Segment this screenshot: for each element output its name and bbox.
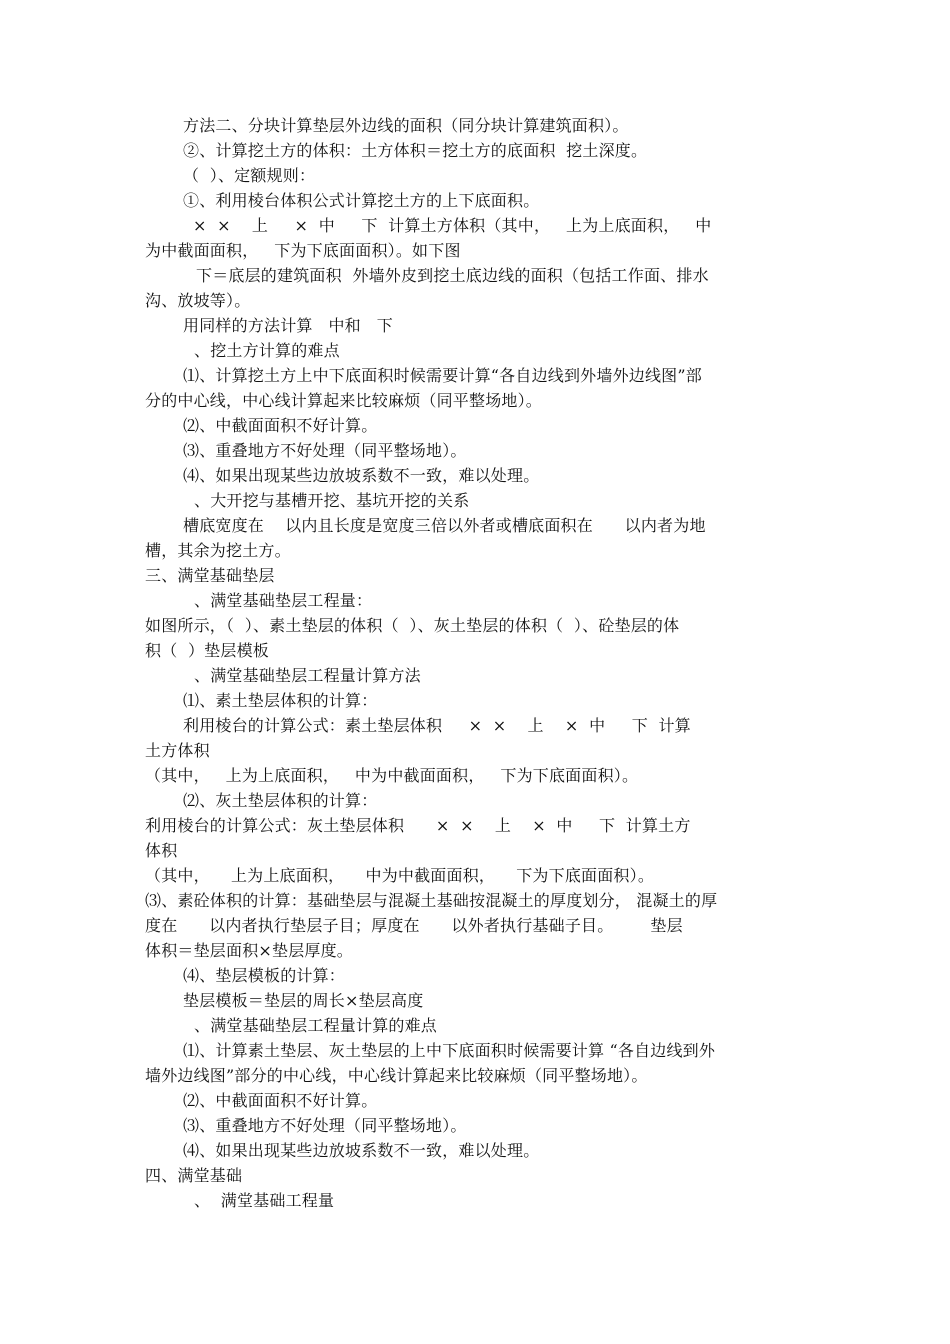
text-line: ⑵、灰土垫层体积的计算： [183, 791, 378, 810]
text-line: ⑴、素土垫层体积的计算： [183, 691, 378, 710]
section-heading: 、满堂基础垫层工程量计算的难点 [194, 1016, 438, 1035]
text-line: ⑴、计算素土垫层、灰土垫层的上中下底面积时候需要计算 “各自边线到外 [183, 1041, 716, 1060]
text-line: ⑶、素砼体积的计算：基础垫层与混凝土基础按混凝土的厚度划分， 混凝土的厚 [145, 891, 718, 910]
text-line: 墙外边线图”部分的中心线，中心线计算起来比较麻烦（同平整场地）。 [145, 1066, 648, 1085]
text-line: ②、计算挖土方的体积：土方体积＝挖土方的底面积 挖土深度。 [183, 141, 648, 160]
text-line: ⑶、重叠地方不好处理（同平整场地）。 [183, 441, 467, 460]
section-heading: 、 满堂基础工程量 [194, 1191, 335, 1210]
text-line: （ ）、定额规则： [183, 166, 316, 185]
text-line: × × 上 × 中 下 计算土方体积（其中， 上为上底面积， 中 [193, 216, 712, 235]
section-heading: 、满堂基础垫层工程量计算方法 [194, 666, 421, 685]
text-line: 槽，其余为挖土方。 [145, 541, 291, 560]
chapter-heading: 三、满堂基础垫层 [145, 566, 275, 585]
text-line: 用同样的方法计算 中和 下 [183, 316, 393, 335]
text-line: ①、利用棱台体积公式计算挖土方的上下底面积。 [183, 191, 540, 210]
chapter-heading: 四、满堂基础 [145, 1166, 243, 1185]
text-line: ⑶、重叠地方不好处理（同平整场地）。 [183, 1116, 467, 1135]
text-line: 度在 以内者执行垫层子目；厚度在 以外者执行基础子目。 垫层 [145, 916, 683, 935]
text-line: 方法二、分块计算垫层外边线的面积（同分块计算建筑面积）。 [183, 116, 629, 135]
text-line: 利用棱台的计算公式：灰土垫层体积 × × 上 × 中 下 计算土方 [145, 816, 691, 835]
text-line: （其中， 上为上底面积， 中为中截面面积， 下为下底面面积）。 [145, 766, 639, 785]
text-line: （其中， 上为上底面积， 中为中截面面积， 下为下底面面积）。 [145, 866, 655, 885]
section-heading: 、大开挖与基槽开挖、基坑开挖的关系 [194, 491, 470, 510]
section-heading: 、挖土方计算的难点 [194, 341, 340, 360]
text-line: ⑵、中截面面积不好计算。 [183, 416, 378, 435]
section-heading: 、满堂基础垫层工程量： [194, 591, 373, 610]
text-line: 分的中心线，中心线计算起来比较麻烦（同平整场地）。 [145, 391, 543, 410]
text-line: ⑷、如果出现某些边放坡系数不一致，难以处理。 [183, 466, 540, 485]
text-line: 槽底宽度在 以内且长度是宽度三倍以外者或槽底面积在 以内者为地 [183, 516, 706, 535]
text-line: ⑴、计算挖土方上中下底面积时候需要计算“各自边线到外墙外边线图”部 [183, 366, 702, 385]
text-line: ⑷、如果出现某些边放坡系数不一致，难以处理。 [183, 1141, 540, 1160]
text-line: 为中截面面积， 下为下底面面积）。如下图 [145, 241, 461, 260]
text-line: 利用棱台的计算公式：素土垫层体积 × × 上 × 中 下 计算 [183, 716, 691, 735]
text-line: 如图所示，（ ）、素土垫层的体积（ ）、灰土垫层的体积（ ）、砼垫层的体 [145, 616, 680, 635]
text-line: ⑵、中截面面积不好计算。 [183, 1091, 378, 1110]
text-line: 积（ ）垫层模板 [145, 641, 269, 660]
text-line: 沟、放坡等）。 [145, 291, 251, 310]
text-line: 垫层模板＝垫层的周长×垫层高度 [183, 991, 424, 1010]
text-line: 体积 [145, 841, 178, 860]
text-line: ⑷、垫层模板的计算： [183, 966, 346, 985]
text-line: 体积＝垫层面积×垫层厚度。 [145, 941, 354, 960]
text-line: 土方体积 [145, 741, 210, 760]
text-line: 下＝底层的建筑面积 外墙外皮到挖土底边线的面积（包括工作面、排水 [196, 266, 709, 285]
